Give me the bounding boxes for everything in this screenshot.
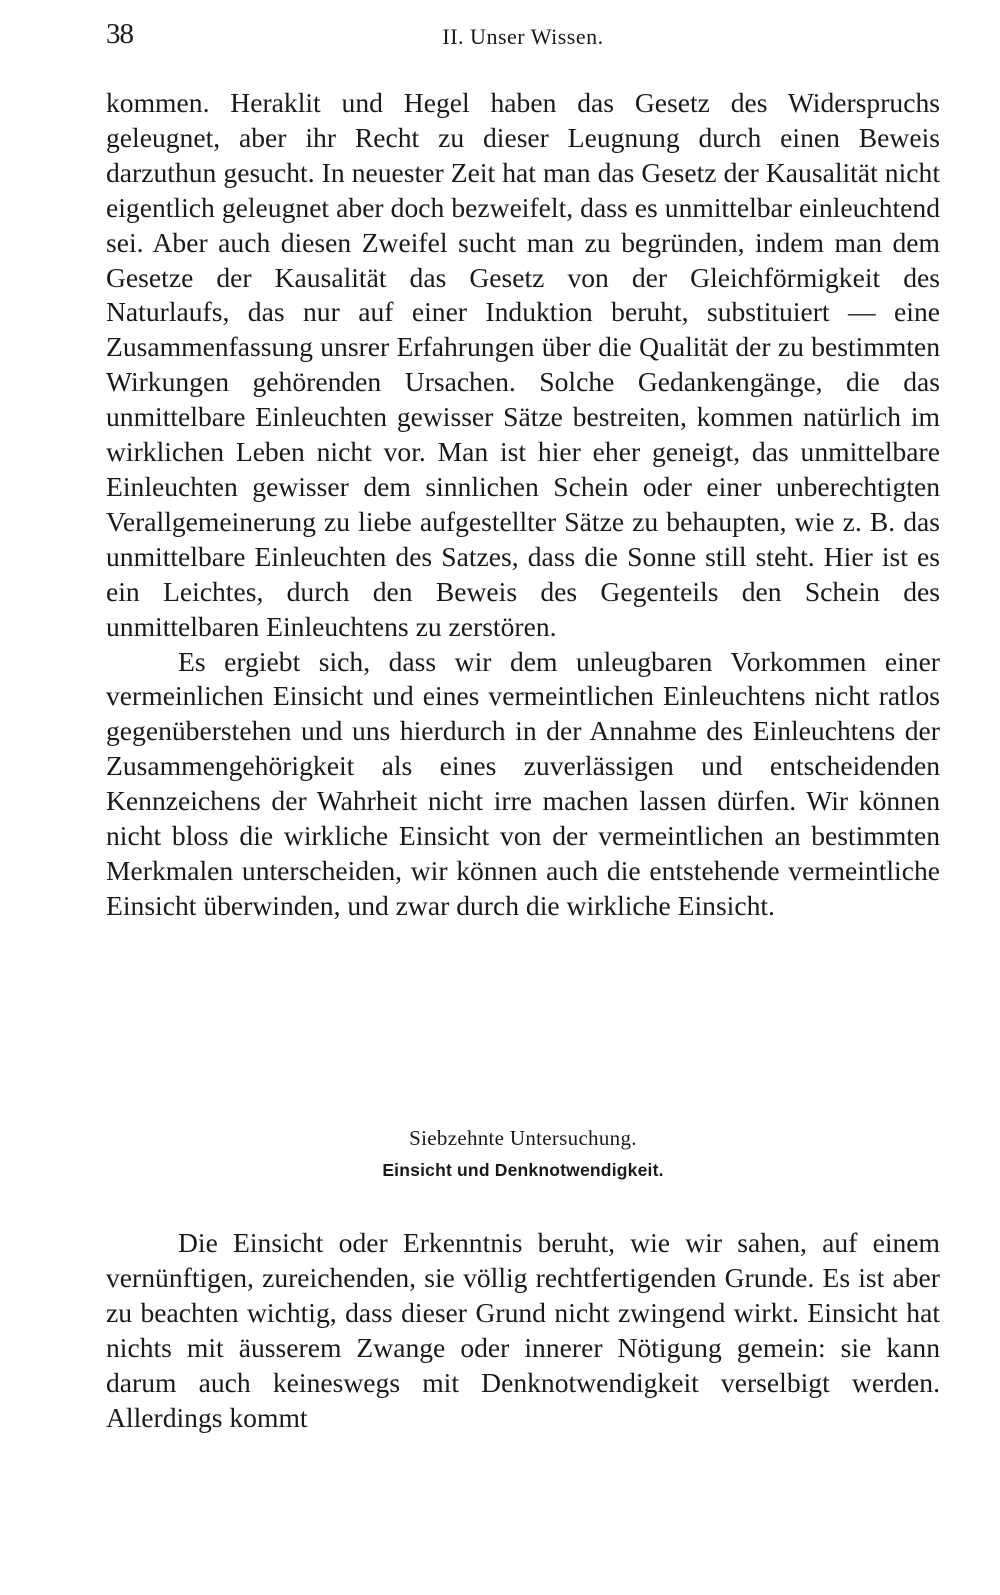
paragraph-conclusion: Es ergiebt sich, dass wir dem unleugbaren Vorkommen einer vermeinlichen Einsicht und eines vermeintlichen Einleuchtens nicht ratlos gegenüberstehen und uns hierdurch in der Annahme des Einleuchtens der Zusammengehörigkeit als eines zuverlässigen und entscheidenden Kennzeichens der Wahrheit nicht irre machen lassen dürfen. Wir können nicht bloss die wirkliche Einsicht von der vermeintlichen an bestimmten Merkmalen unterscheiden, wir können auch die entstehende vermeintliche Einsicht überwinden, und zwar durch die wirkliche Einsicht. xyxy=(106,645,940,921)
section-number: Siebzehnte Untersuchung. xyxy=(409,1126,637,1150)
section-title: Einsicht und Denknotwendigkeit. xyxy=(382,1160,664,1180)
text-block-section xyxy=(106,1226,940,1435)
page-number: 38 xyxy=(106,18,133,50)
page-header xyxy=(106,14,940,58)
paragraph-section-opening: Die Einsicht oder Erkenntnis beruht, wie wir sahen, auf einem vernünftigen, zureichenden, sie völlig rechtfertigenden Grunde. Es ist aber zu beachten wichtig, dass dieser Grund nicht zwingend wirkt. Einsicht hat nichts mit äusserem Zwange oder innerer Nötigung gemein: sie kann darum auch keineswegs mit Denknotwendigkeit verselbigt werden. Allerdings kommt xyxy=(106,1227,940,1433)
text-block-continued xyxy=(106,86,940,924)
paragraph-continued: kommen. Heraklit und Hegel haben das Gesetz des Widerspruchs geleugnet, aber ihr Recht zu dieser Leugnung durch einen Beweis darzuthun gesucht. In neuester Zeit hat man das Gesetz der Kausalität nicht eigentlich geleugnet aber doch bezweifelt, dass es unmittelbar einleuchtend sei. Aber auch diesen Zweifel sucht man zu begründen, indem man dem Gesetze der Kausalität das Gesetz von der Gleichförmigkeit des Naturlaufs, das nur auf einer Induktion beruht, substituiert — eine Zusammenfassung unsrer Erfahrungen über die Qualität der zu bestimmten Wirkungen gehörenden Ursachen. Solche Gedankengänge, die das unmittelbare Einleuchten gewisser Sätze bestreiten, kommen natürlich im wirklichen Leben nicht vor. Man ist hier eher geneigt, das unmittelbare Einleuchten gewisser dem sinnlichen Schein oder einer unberechtigten Verallgemeinerung zu liebe aufgestellter Sätze zu behaupten, wie z. B. das unmittelbare Einleuchten des Satzes, dass die Sonne still steht. Hier ist es ein Leichtes, durch den Beweis des Gegenteils den Schein des unmittelbaren Einleuchtens zu zerstören. xyxy=(106,87,940,642)
running-head: II. Unser Wissen. xyxy=(442,24,604,49)
